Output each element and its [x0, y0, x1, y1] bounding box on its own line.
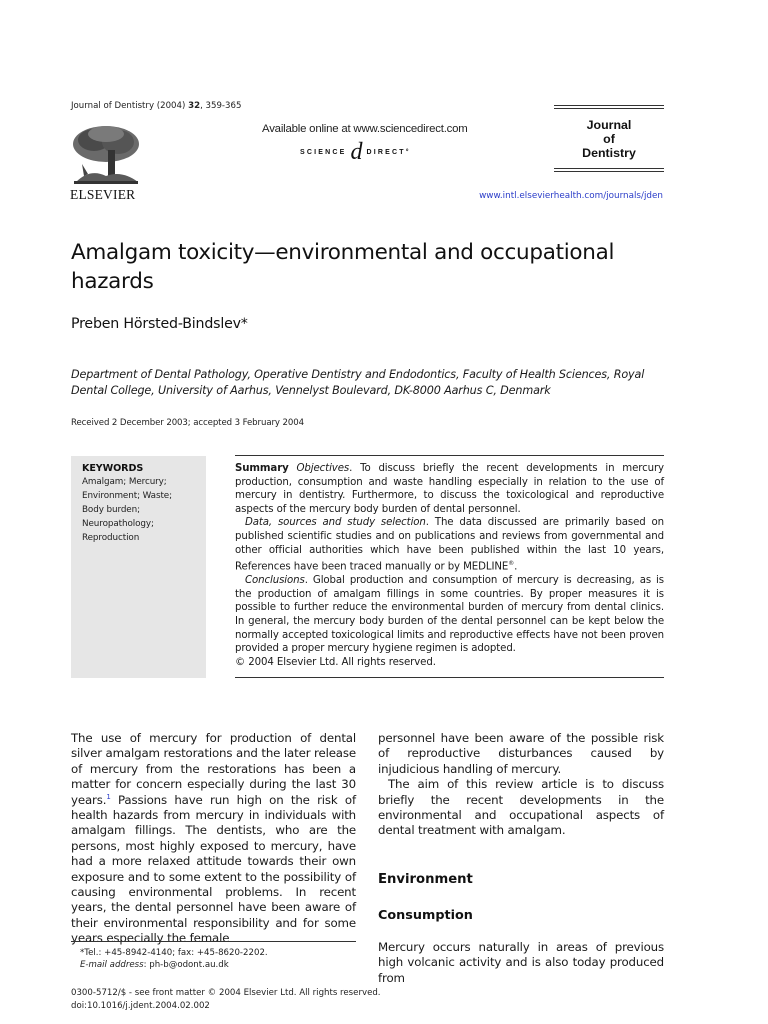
conclusions-text: . Global production and consumption of mercury is decreasing, as is the production of amalgam fillings in some countries. By proper measures it is possible to further reduce the environmental burden of mercury from dental clinics. In general, the mercury body burden of the dental personnel can be kept below the normally accepted toxicological limits and reproductive effects have not been proven provided a proper mercury hygiene regimen is adopted. [235, 575, 664, 655]
email-label: E-mail address [80, 960, 144, 971]
journal-citation [71, 101, 241, 111]
citation-journal: Journal of Dentistry (2004) [71, 101, 189, 111]
journal-url-link[interactable]: www.intl.elsevierhealth.com/journals/jden [479, 191, 663, 201]
reference-link[interactable]: 1 [106, 792, 111, 801]
keywords-heading: KEYWORDS [82, 463, 144, 474]
issn-line: 0300-5712/$ - see front matter © 2004 Elsevier Ltd. All rights reserved. [71, 988, 381, 998]
sciencedirect-logo-right: DIRECT° [366, 148, 411, 156]
citation-volume: 32 [188, 101, 201, 111]
sciencedirect-logo-left: SCIENCE [300, 148, 347, 156]
author-affiliation: Department of Dental Pathology, Operative Dentistry and Endodontics, Faculty of Health Sciences, Royal Dental College, University of Aarhus, Vennelyst Boulevard, DK-8000 Aarhus C, Denmark [71, 368, 645, 397]
footnote-contact: *Tel.: +45-8942-4140; fax: +45-8620-2202. [80, 948, 268, 958]
body-right-column [378, 731, 664, 839]
sciencedirect-at-icon: d [350, 139, 363, 165]
intro-text-a: The use of mercury for production of dental silver amalgam restorations and the later release of mercury from the restorations has been a matter for concern especially during the last 30 years. [71, 731, 356, 807]
summary-conclusions [235, 574, 664, 656]
conclusions-label: Conclusions [245, 575, 305, 587]
journal-name-box [554, 105, 664, 172]
abstract-summary [235, 455, 664, 678]
received-dates: Received 2 December 2003; accepted 3 February 2004 [71, 418, 305, 428]
registered-mark: ® [508, 560, 515, 568]
summary-lead: Summary [235, 463, 289, 474]
keyword-item: Reproduction [82, 533, 140, 543]
elsevier-tree-icon [70, 124, 142, 186]
article-author: Preben Hörsted-Bindslev* [71, 316, 248, 332]
summary-objectives [235, 462, 664, 516]
journal-box-title [554, 109, 664, 168]
journal-box-line1: Journal [586, 118, 632, 132]
right-paragraph-2: The aim of this review article is to discuss briefly the recent developments in the environmental and occupational aspects of dental treatment with amalgam. [378, 777, 664, 838]
objectives-text: . To discuss briefly the recent developments in mercury production, consumption and waste handling especially in relation to the use of mercury in dentistry. Furthermore, to discuss the toxicological and reproductive aspects of the mercury body burden of dental personnel. [235, 463, 664, 515]
objectives-label: Objectives [296, 463, 350, 474]
keywords-box [71, 456, 206, 678]
section-heading-environment: Environment [378, 872, 473, 887]
summary-copyright: © 2004 Elsevier Ltd. All rights reserved. [235, 656, 436, 668]
sciencedirect-available-text[interactable]: Available online at www.sciencedirect.com [262, 123, 468, 135]
sciencedirect-logo[interactable] [300, 141, 411, 163]
front-matter [71, 987, 381, 1012]
journal-box-line2: of [603, 132, 615, 146]
author-footnote [80, 947, 268, 972]
body-left-column [71, 731, 356, 947]
keyword-item: Amalgam; Mercury; [82, 477, 167, 487]
elsevier-wordmark: ELSEVIER [70, 187, 136, 202]
intro-paragraph [71, 731, 356, 947]
data-label: Data, sources and study selection [245, 517, 426, 529]
citation-pages: , 359-365 [200, 101, 242, 111]
intro-text-b: Passions have run high on the risk of health hazards from mercury in individuals with amalgam fillings. The dentists, who are the persons, most highly exposed to mercury, have had a more relaxed attitude towards their own exposure and to some extent to the possibility of causing environmental problems. In recent years, the dental personnel have been aware of their environmental responsibility and for some years especially the female [71, 792, 356, 946]
consumption-paragraph: Mercury occurs naturally in areas of previous high volcanic activity and is also today produced from [378, 940, 664, 985]
keyword-item: Neuropathology; [82, 519, 154, 529]
keyword-item: Environment; Waste; [82, 491, 172, 501]
subsection-heading-consumption: Consumption [378, 908, 473, 923]
data-end: . [514, 561, 518, 573]
right-paragraph-1: personnel have been aware of the possible risk of reproductive disturbances caused by injudicious handling of mercury. [378, 731, 664, 776]
doi-link[interactable]: doi:10.1016/j.jdent.2004.02.002 [71, 1000, 210, 1011]
article-title: Amalgam toxicity—environmental and occupational hazards [71, 240, 615, 294]
footnote-divider [71, 941, 356, 942]
footnote-email [80, 959, 268, 971]
email-value[interactable]: : ph-b@odont.au.dk [143, 960, 229, 971]
keyword-item: Body burden; [82, 505, 140, 515]
journal-box-bottom-rule [554, 168, 664, 172]
summary-data-sources [235, 516, 664, 574]
journal-box-line3: Dentistry [582, 146, 636, 160]
data-text: . The data discussed are primarily based on published scientific studies and on publications and reviews from governmental and other official authorities which have been published within the last 10 years, References have been traced manually or by MEDLINE [235, 517, 664, 573]
